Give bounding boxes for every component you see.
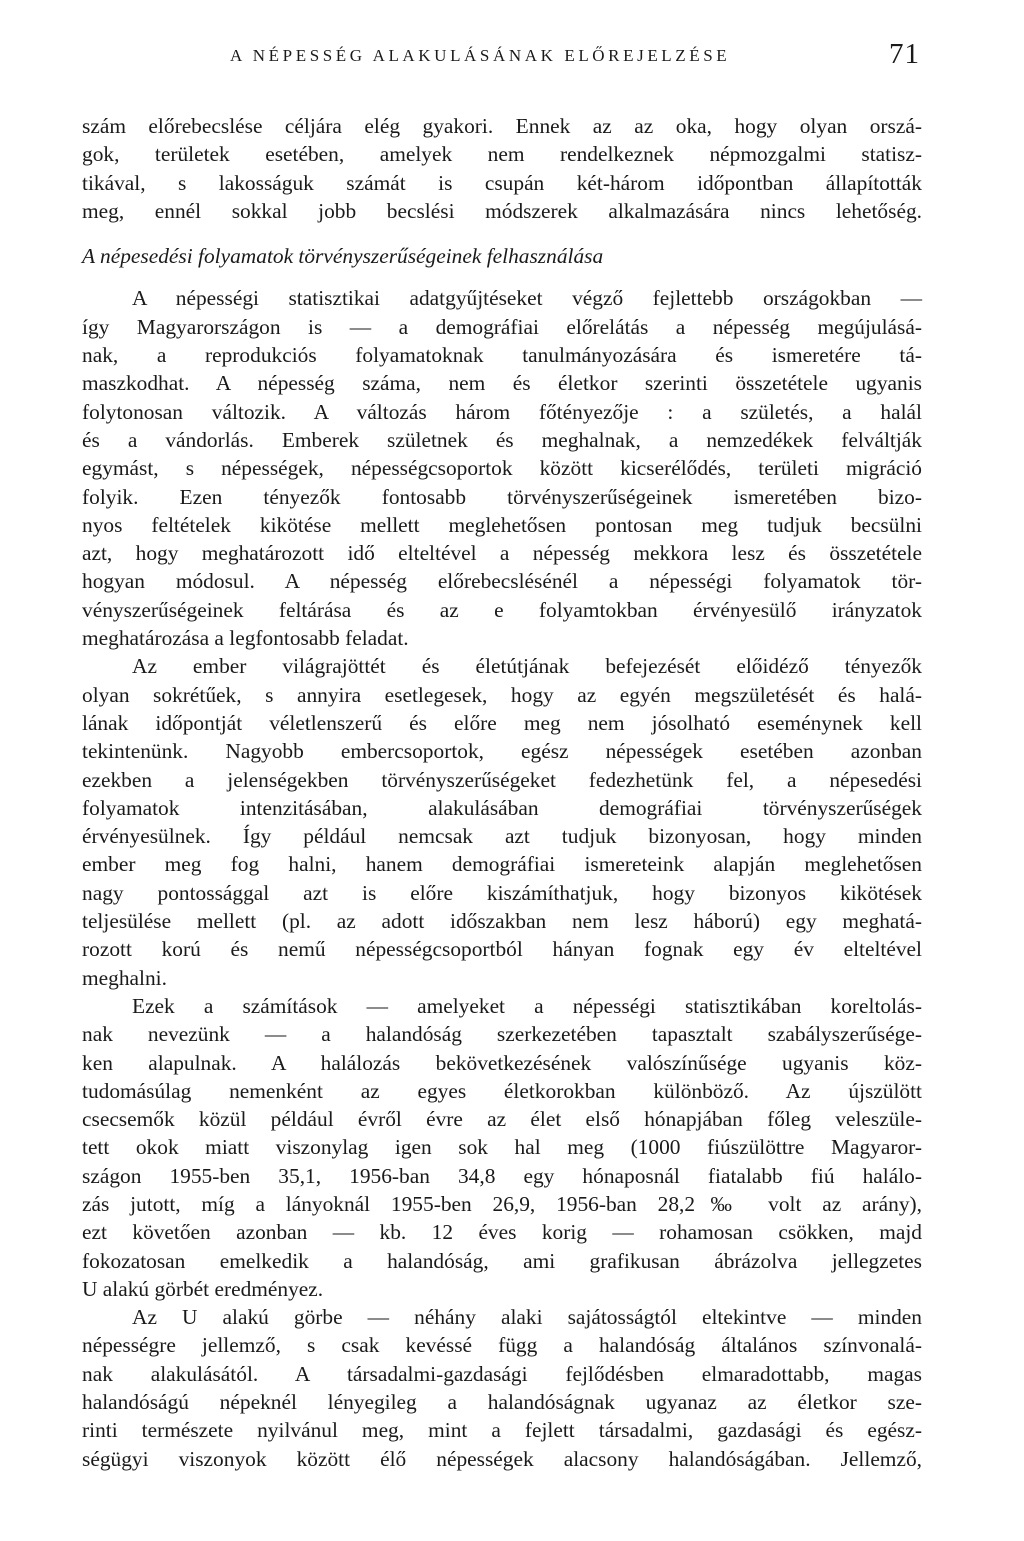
text-line: folyik. Ezen tényezők fontosabb törvényszerűségeinek ismeretében bizo- <box>82 484 922 509</box>
text-line: érvényesülnek. Így például nemcsak azt tudjuk bizonyosan, hogy minden <box>82 824 922 849</box>
text-line: Ezek a számítások — amelyeket a népességi statisztikában koreltolás- <box>132 993 922 1018</box>
text-line: maszkodhat. A népesség száma, nem és életkor szerinti összetétele ugyanis <box>82 371 922 396</box>
paragraph-continued <box>82 112 922 225</box>
paragraph <box>82 1303 922 1473</box>
text-line: folyamatok intenzitásában, alakulásában demográfiai törvényszerűségek <box>82 795 922 820</box>
text-line: hogyan módosul. A népesség előrebecslésénél a népességi folyamatok tör- <box>82 569 922 594</box>
text-line: ezekben a jelenségekben törvényszerűségeket fedezhetünk fel, a népesedési <box>82 767 922 792</box>
text-line: egymást, s népességek, népességcsoportok között kicserélődés, területi migráció <box>82 456 922 481</box>
text-line: nak, a reprodukciós folyamatoknak tanulmányozására és ismeretére tá- <box>82 343 922 368</box>
text-line: vényszerűségeinek feltárása és az e folyamtokban érvényesülő irányzatok <box>82 597 922 622</box>
paragraph <box>82 284 922 652</box>
text-line: fokozatosan emelkedik a halandóság, ami grafikusan ábrázolva jellegzetes <box>82 1248 922 1273</box>
body-text <box>82 112 922 1473</box>
text-line: népességre jellemző, s csak kevéssé függ a halandóság általános színvonalá- <box>82 1333 922 1358</box>
text-line: azt, hogy meghatározott idő elteltével a népesség mekkora lesz és összetétele <box>82 541 922 566</box>
text-line: rozott korú és nemű népességcsoportból hányan fognak egy év elteltével <box>82 937 922 962</box>
text-line: ezt követően azonban — kb. 12 éves korig — rohamosan csökken, majd <box>82 1220 922 1245</box>
text-line: ken alapulnak. A halálozás bekövetkezésének valószínűsége ugyanis köz- <box>82 1050 922 1075</box>
text-line: nagy pontossággal azt is előre kiszámíthatjuk, hogy bizonyos kikötések <box>82 880 922 905</box>
text-line: folytonosan változik. A változás három főtényezője : a születés, a halál <box>82 399 922 424</box>
text-line: tikával, s lakosságuk számát is csupán két-három időpontban állapították <box>82 170 922 195</box>
text-line: teljesülése mellett (pl. az adott időszakban nem lesz háború) egy meghatá- <box>82 909 922 934</box>
text-line: meg, ennél sokkal jobb becslési módszerek alkalmazására nincs lehetőség. <box>82 198 922 223</box>
text-line: meghalni. <box>82 965 167 990</box>
section-heading: A népesedési folyamatok törvényszerűségeinek felhasználása <box>82 244 604 269</box>
text-line: csecsemők közül például évről évre az élet első hónapjában főleg veleszüle- <box>82 1107 922 1132</box>
running-head <box>82 38 922 84</box>
text-line: meghatározása a legfontosabb feladat. <box>82 626 409 651</box>
text-line: szágon 1955-ben 35,1, 1956-ban 34,8 egy hónaposnál fiatalabb fiú halálo- <box>82 1163 922 1188</box>
text-line: Az ember világrajöttét és életútjának befejezését előidéző tényezők <box>132 654 922 679</box>
text-line: nak alakulásától. A társadalmi-gazdasági fejlődésben elmaradottabb, magas <box>82 1361 922 1386</box>
text-line: tett okok miatt viszonylag igen sok hal meg (1000 fiúszülöttre Magyaror- <box>82 1135 922 1160</box>
text-line: U alakú görbét eredményez. <box>82 1276 324 1301</box>
paragraph <box>82 652 922 992</box>
running-title: A NÉPESSÉG ALAKULÁSÁNAK ELŐREJELZÉSE <box>230 46 731 65</box>
text-line: Az U alakú görbe — néhány alaki sajátosságtól eltekintve — minden <box>132 1305 922 1330</box>
text-line: zás jutott, míg a lányoknál 1955-ben 26,9, 1956-ban 28,2‰ volt az arány), <box>82 1191 922 1216</box>
text-line: nak nevezünk — a halandóság szerkezetében tapasztalt szabályszerűsége- <box>82 1022 922 1047</box>
page-number: 71 <box>889 38 920 70</box>
text-line: rinti természete nyilvánul meg, mint a fejlett társadalmi, gazdasági és egész- <box>82 1418 922 1443</box>
paragraph <box>82 992 922 1303</box>
text-line: olyan sokrétűek, s annyira esetlegesek, hogy az egyén megszületését és halá- <box>82 682 922 707</box>
text-line: így Magyarországon is — a demográfiai előrelátás a népesség megújulásá- <box>82 314 922 339</box>
text-line: és a vándorlás. Emberek születnek és meghalnak, a nemzedékek felváltják <box>82 427 922 452</box>
text-line: szám előrebecslése céljára elég gyakori. Ennek az az oka, hogy olyan orszá- <box>82 114 922 138</box>
text-line: tudomásúlag nemenként az egyes életkorokban különböző. Az újszülött <box>82 1078 922 1103</box>
text-line: nyos feltételek kikötése mellett meglehetősen pontosan meg tudjuk becsülni <box>82 512 922 537</box>
text-line: gok, területek esetében, amelyek nem rendelkeznek népmozgalmi statisz- <box>82 142 922 167</box>
text-line: lának időpontját véletlenszerű és előre meg nem jósolható eseménynek kell <box>82 710 922 735</box>
text-line: ember meg fog halni, hanem demográfiai ismereteink alapján meglehetősen <box>82 852 922 877</box>
book-page <box>82 38 922 1473</box>
text-line: ségügyi viszonyok között élő népességek alacsony halandóságában. Jellemző, <box>82 1446 922 1471</box>
text-line: halandóságú népeknél lényegileg a halandóságnak ugyanaz az életkor sze- <box>82 1390 922 1415</box>
text-line: tekintenünk. Nagyobb embercsoportok, egész népességek esetében azonban <box>82 739 922 764</box>
text-line: A népességi statisztikai adatgyűjtéseket végző fejlettebb országokban — <box>132 286 922 311</box>
